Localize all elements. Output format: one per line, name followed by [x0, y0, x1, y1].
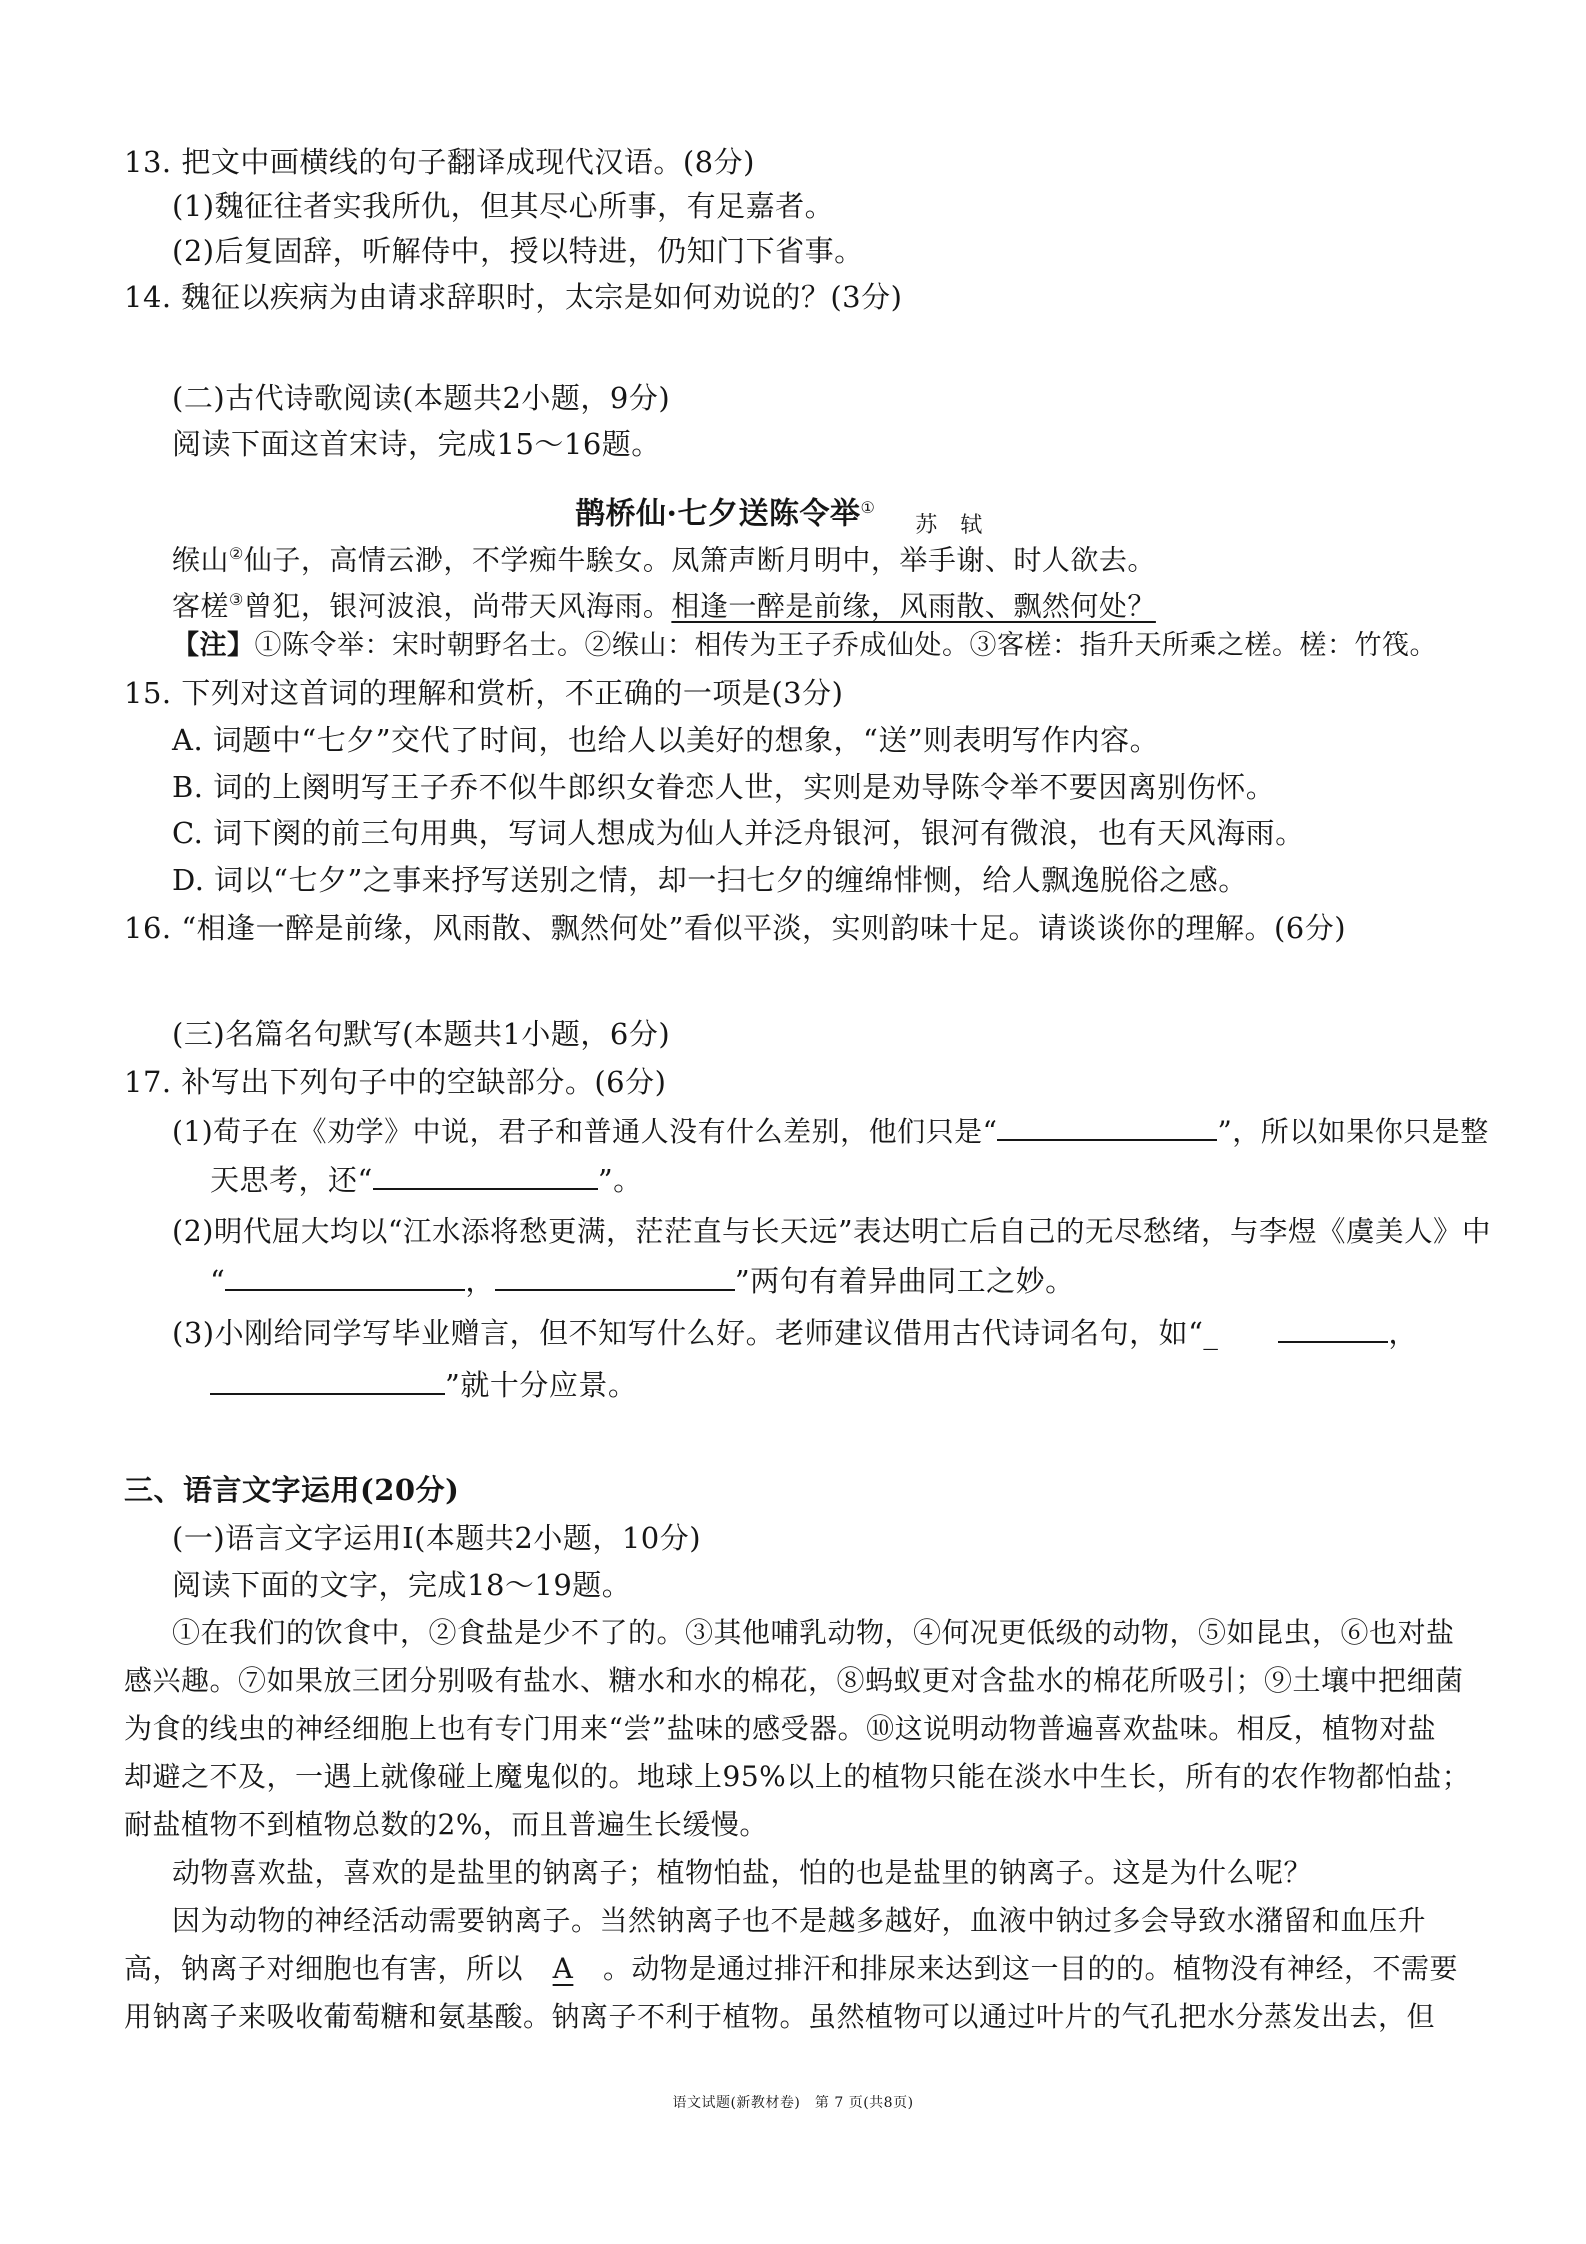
poem-notes-text: ①陈令举：宋时朝野名士。②缑山：相传为王子乔成仙处。③客槎：指升天所乘之槎。槎：竹筏。	[254, 630, 1437, 661]
q17-item-2-line-1: (2)明代屈大均以“江水添将愁更满，茫茫直与长天远”表达明亡后自己的无尽愁绪，与李煜《虞美人》中	[172, 1215, 1492, 1248]
q17-item-1-text-a: (1)荀子在《劝学》中说，君子和普通人没有什么差别，他们只是“	[172, 1115, 998, 1148]
language-section-title: (一)语言文字运用Ⅰ(本题共2小题，10分)	[172, 1521, 702, 1555]
q17-blank-5[interactable]	[1278, 1315, 1388, 1343]
q17-item-3-line-1	[172, 1313, 1418, 1353]
poetry-intro: 阅读下面这首宋诗，完成15～16题。	[172, 427, 661, 461]
q17-item-2-text-d: ”两句有着异曲同工之妙。	[734, 1264, 1075, 1298]
passage-p1-line-1: ①在我们的饮食中，②食盐是少不了的。③其他哺乳动物，④何况更低级的动物，⑤如昆虫，⑥也对盐	[172, 1616, 1455, 1649]
passage-p2: 动物喜欢盐，喜欢的是盐里的钠离子；植物怕盐，怕的也是盐里的钠离子。这是为什么呢？	[172, 1856, 1313, 1889]
q17-item-2-text-c: ，	[465, 1264, 495, 1298]
q17-item-3-text-b: ，	[1388, 1316, 1418, 1350]
passage-blank-a[interactable]: A	[552, 1952, 574, 1985]
q17-blank-6[interactable]	[210, 1367, 445, 1395]
q17-item-1-text-d: ”。	[597, 1163, 643, 1197]
poem-footnote-mark-3: ③	[229, 590, 244, 609]
q17-blank-1[interactable]	[997, 1113, 1217, 1141]
q15-option-b: B. 词的上阕明写王子乔不似牛郎织女眷恋人世，实则是劝导陈令举不要因离别伤怀。	[172, 770, 1276, 804]
passage-p3-text-b: 。动物是通过排汗和排尿来达到这一目的的。植物没有神经，不需要	[603, 1952, 1459, 1985]
q15-option-c: C. 词下阕的前三句用典，写词人想成为仙人并泛舟银河，银河有微浪，也有天风海雨。	[172, 816, 1305, 850]
poem-line-1-b: 仙子，高情云渺，不学痴牛騃女。凤箫声断月明中，举手谢、时人欲去。	[243, 543, 1156, 577]
q17-item-3-line-2	[210, 1365, 637, 1405]
q17-item-1-text-b: ”，所以如果你只是整	[1217, 1115, 1489, 1148]
q15-option-a: A. 词题中“七夕”交代了时间，也给人以美好的想象，“送”则表明写作内容。	[172, 723, 1160, 757]
q17-item-1-line-2	[210, 1160, 643, 1200]
language-part-heading: 三、语言文字运用(20分)	[124, 1473, 460, 1507]
q17-blank-4[interactable]	[495, 1263, 735, 1291]
poem-line-1	[172, 534, 1156, 580]
q15-option-d: D. 词以“七夕”之事来抒写送别之情，却一扫七夕的缠绵悱恻，给人飘逸脱俗之感。	[172, 863, 1248, 897]
poem-title-line	[575, 488, 983, 538]
q17-item-1-line-1	[172, 1112, 1489, 1152]
poem-line-2	[172, 580, 1156, 626]
dictation-section-title: (三)名篇名句默写(本题共1小题，6分)	[172, 1017, 671, 1051]
q13-stem: 13. 把文中画横线的句子翻译成现代汉语。(8分)	[124, 145, 755, 179]
q13-sentence-1: (1)魏征往者实我所仇，但其尽心所事，有足嘉者。	[172, 189, 835, 223]
q17-blank-2[interactable]	[373, 1162, 598, 1190]
poem-line-2-b: 曾犯，银河波浪，尚带天风海雨。	[243, 589, 672, 623]
q17-stem: 17. 补写出下列句子中的空缺部分。(6分)	[124, 1065, 667, 1099]
q17-item-3-text-c: ”就十分应景。	[445, 1368, 638, 1402]
passage-p1-line-4: 却避之不及，一遇上就像碰上魔鬼似的。地球上95%以上的植物只能在淡水中生长，所有的农作物都怕盐；	[124, 1760, 1471, 1793]
q13-sentence-2: (2)后复固辞，听解侍中，授以特进，仍知门下省事。	[172, 234, 864, 268]
language-intro: 阅读下面的文字，完成18～19题。	[172, 1568, 632, 1602]
q17-blank-3[interactable]	[225, 1263, 465, 1291]
poetry-section-title: (二)古代诗歌阅读(本题共2小题，9分)	[172, 381, 671, 415]
q17-item-2-text-b: “	[210, 1264, 226, 1298]
poem-author: 苏 轼	[915, 512, 983, 538]
poem-line-1-a: 缑山	[172, 543, 230, 577]
passage-p3-line-1: 因为动物的神经活动需要钠离子。当然钠离子也不是越多越好，血液中钠过多会导致水潴留和血压升	[172, 1904, 1427, 1937]
passage-p3-text-a: 高，钠离子对细胞也有害，所以	[124, 1952, 524, 1985]
poem-notes	[172, 626, 1437, 666]
poem-line-2-a: 客槎	[172, 589, 230, 623]
q14-stem: 14. 魏征以疾病为由请求辞职时，太宗是如何劝说的？(3分)	[124, 280, 903, 314]
poem-title: 鹊桥仙·七夕送陈令举	[575, 496, 861, 532]
q17-item-2-line-2	[210, 1261, 1075, 1301]
passage-p1-line-2: 感兴趣。⑦如果放三团分别吸有盐水、糖水和水的棉花，⑧蚂蚁更对含盐水的棉花所吸引；⑨土壤中把细菌	[124, 1664, 1464, 1697]
q16-stem: 16. “相逢一醉是前缘，风雨散、飘然何处”看似平淡，实则韵味十足。请谈谈你的理解。(6分)	[124, 911, 1347, 945]
poem-underlined-sentence: 相逢一醉是前缘，风雨散、飘然何处？	[671, 589, 1156, 623]
poem-footnote-mark-2: ②	[229, 544, 244, 563]
poem-title-footnote-mark: ①	[860, 498, 876, 517]
passage-p1-line-3: 为食的线虫的神经细胞上也有专门用来“尝”盐味的感受器。⑩这说明动物普遍喜欢盐味。相反，植物对盐	[124, 1712, 1437, 1745]
q17-item-1-text-c: 天思考，还“	[210, 1163, 373, 1197]
q17-item-3-text-a: (3)小刚给同学写毕业赠言，但不知写什么好。老师建议借用古代诗词名句，如“_	[172, 1316, 1219, 1350]
q15-stem: 15. 下列对这首词的理解和赏析，不正确的一项是(3分)	[124, 676, 844, 710]
page-footer: 语文试题(新教材卷) 第 7 页(共8页)	[672, 2095, 914, 2111]
passage-p3-line-3: 用钠离子来吸收葡萄糖和氨基酸。钠离子不利于植物。虽然植物可以通过叶片的气孔把水分蒸发出去，但	[124, 2000, 1436, 2033]
passage-p3-line-2	[124, 1949, 1458, 1989]
poem-notes-label: 【注】	[172, 630, 255, 661]
passage-p1-line-5: 耐盐植物不到植物总数的2%，而且普遍生长缓慢。	[124, 1808, 768, 1841]
